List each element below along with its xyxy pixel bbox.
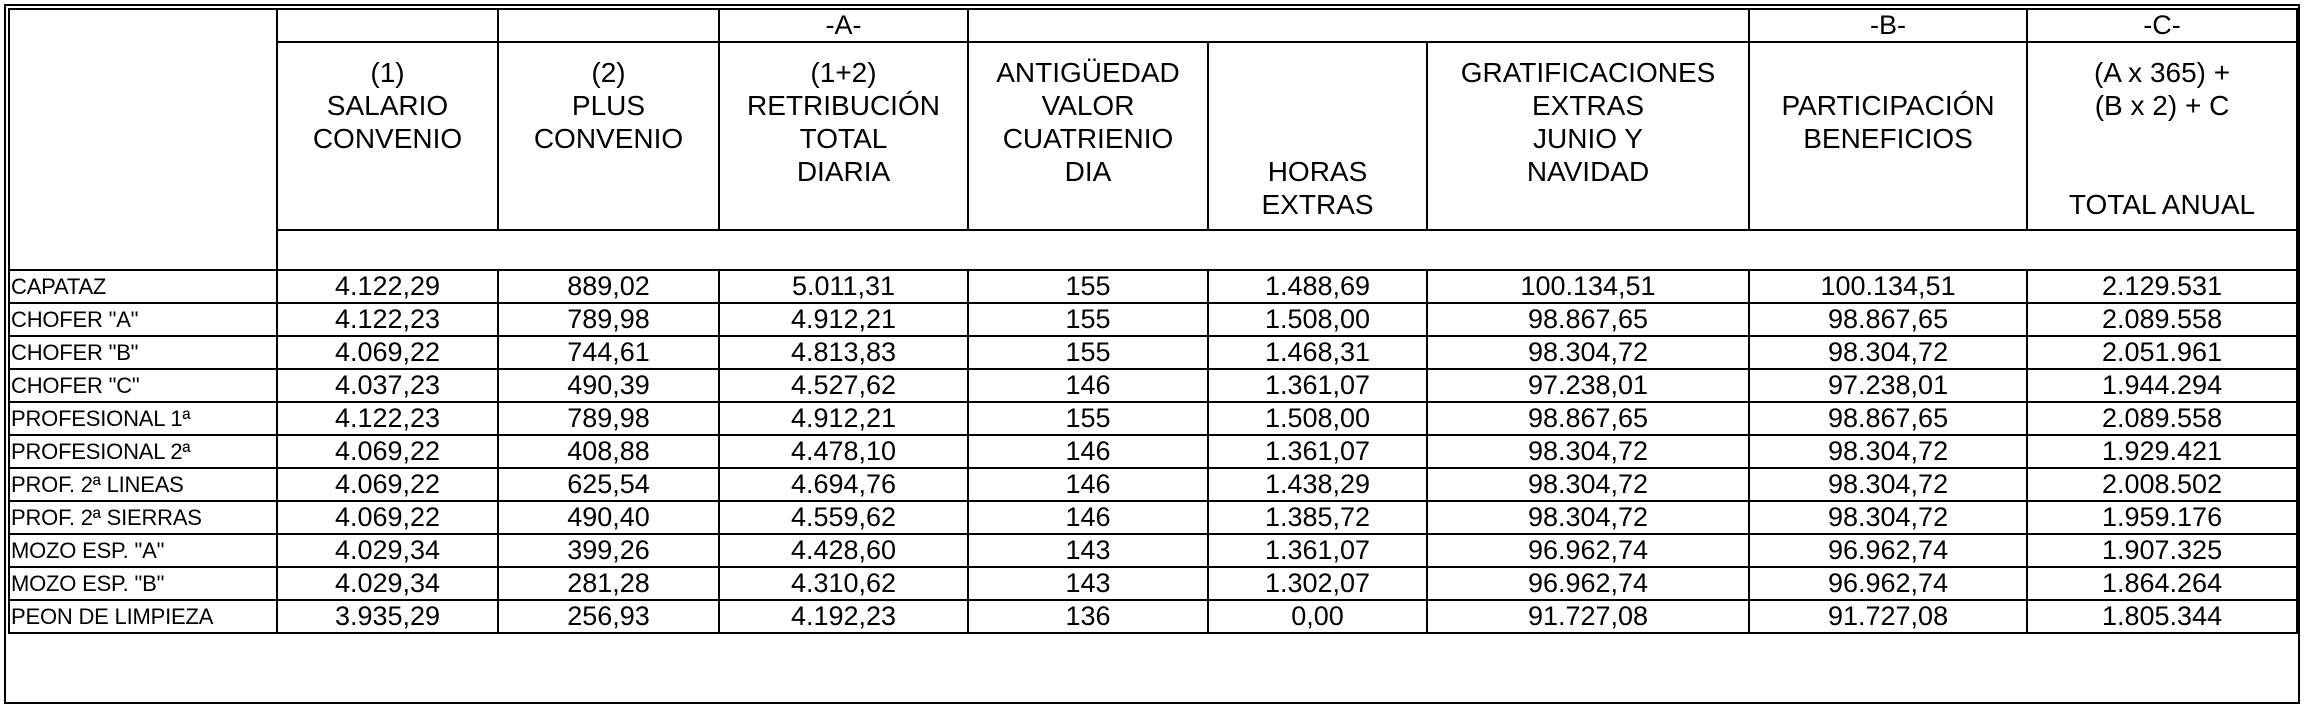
table-cell: 155 [968, 402, 1208, 435]
table-cell: 4.813,83 [719, 336, 968, 369]
column-header-line [2028, 122, 2296, 155]
table-cell: 4.069,22 [277, 336, 498, 369]
column-header-line: NAVIDAD [1526, 155, 1650, 187]
row-label: PROFESIONAL 2ª [9, 435, 277, 468]
table-row [9, 402, 2297, 435]
column-header-line: (A x 365) + [2093, 56, 2231, 88]
table-cell: 1.438,29 [1208, 468, 1427, 501]
column-header-line [1750, 56, 2026, 89]
salary-table-body [9, 9, 2297, 633]
table-cell: 4.527,62 [719, 369, 968, 402]
table-cell: 100.134,51 [1427, 270, 1749, 303]
row-label: PROF. 2ª SIERRAS [9, 501, 277, 534]
column-header-line: EXTRAS [1261, 188, 1374, 220]
row-label: PEON DE LIMPIEZA [9, 600, 277, 633]
column-header-line [499, 188, 718, 221]
table-cell: 1.959.176 [2027, 501, 2297, 534]
column-header-line: GRATIFICACIONES [1460, 56, 1716, 88]
column-header-line: BENEFICIOS [1803, 122, 1973, 154]
table-cell: 4.694,76 [719, 468, 968, 501]
column-header-line: RETRIBUCIÓN [747, 89, 940, 121]
column-letter [498, 9, 719, 42]
table-cell: 98.304,72 [1749, 336, 2027, 369]
table-cell: 5.011,31 [719, 270, 968, 303]
table-cell: 98.867,65 [1749, 303, 2027, 336]
column-header-line [499, 155, 718, 188]
column-letter-row [9, 9, 2297, 42]
table-cell: 4.912,21 [719, 303, 968, 336]
column-header-line: CONVENIO [533, 122, 684, 154]
column-header-line [1209, 89, 1426, 122]
row-label: CAPATAZ [9, 270, 277, 303]
table-cell: 4.029,34 [277, 567, 498, 600]
column-header [968, 42, 1208, 230]
column-header-line: (2) [591, 56, 626, 88]
table-cell: 789,98 [498, 402, 719, 435]
table-cell: 0,00 [1208, 600, 1427, 633]
table-row [9, 600, 2297, 633]
table-cell: 789,98 [498, 303, 719, 336]
table-row [9, 369, 2297, 402]
table-cell: 1.468,31 [1208, 336, 1427, 369]
column-header-line: ANTIGÜEDAD [996, 56, 1180, 88]
table-cell: 4.069,22 [277, 435, 498, 468]
table-cell: 143 [968, 534, 1208, 567]
column-header-line [720, 188, 967, 221]
column-letter-b: -B- [1749, 9, 2027, 42]
table-cell: 146 [968, 501, 1208, 534]
column-header-line: (1+2) [810, 56, 877, 88]
table-cell: 91.727,08 [1427, 600, 1749, 633]
table-cell: 96.962,74 [1749, 567, 2027, 600]
table-cell: 1.361,07 [1208, 435, 1427, 468]
column-header [1749, 42, 2027, 230]
column-header [719, 42, 968, 230]
table-cell: 1.508,00 [1208, 402, 1427, 435]
column-header-row [9, 42, 2297, 230]
column-header-line [1209, 56, 1426, 89]
table-cell: 4.122,23 [277, 303, 498, 336]
table-cell: 3.935,29 [277, 600, 498, 633]
column-header-line [278, 155, 497, 188]
column-header-line [1750, 188, 2026, 221]
row-label: CHOFER "A" [9, 303, 277, 336]
column-header-line: PLUS [571, 89, 646, 121]
table-cell: 2.089.558 [2027, 402, 2297, 435]
table-cell: 4.559,62 [719, 501, 968, 534]
table-cell: 744,61 [498, 336, 719, 369]
row-label: MOZO ESP. "B" [9, 567, 277, 600]
table-row [9, 303, 2297, 336]
column-header-line: (1) [370, 56, 405, 88]
table-cell: 98.304,72 [1427, 336, 1749, 369]
row-label: PROF. 2ª LINEAS [9, 468, 277, 501]
table-cell: 1.361,07 [1208, 534, 1427, 567]
table-cell: 96.962,74 [1427, 534, 1749, 567]
table-cell: 98.304,72 [1749, 501, 2027, 534]
table-cell: 4.310,62 [719, 567, 968, 600]
salary-table [8, 8, 2298, 634]
column-header-line [2028, 155, 2296, 188]
column-header-line: VALOR [1041, 89, 1135, 121]
column-header [1427, 42, 1749, 230]
table-cell: 96.962,74 [1749, 534, 2027, 567]
row-label: MOZO ESP. "A" [9, 534, 277, 567]
column-letter [968, 9, 1749, 42]
column-header-line: DIA [1064, 155, 1112, 187]
table-row [9, 270, 2297, 303]
table-cell: 1.944.294 [2027, 369, 2297, 402]
table-cell: 91.727,08 [1749, 600, 2027, 633]
table-cell: 4.037,23 [277, 369, 498, 402]
column-header-line [1428, 188, 1748, 221]
column-header-line: SALARIO [326, 89, 449, 121]
table-cell: 4.069,22 [277, 468, 498, 501]
table-cell: 1.864.264 [2027, 567, 2297, 600]
column-letter [277, 9, 498, 42]
table-cell: 4.122,29 [277, 270, 498, 303]
table-cell: 4.122,23 [277, 402, 498, 435]
table-cell: 98.304,72 [1427, 435, 1749, 468]
table-cell: 155 [968, 336, 1208, 369]
table-cell: 98.304,72 [1427, 468, 1749, 501]
column-header-line [969, 188, 1207, 221]
table-cell: 1.488,69 [1208, 270, 1427, 303]
column-header-line [278, 188, 497, 221]
table-cell: 155 [968, 303, 1208, 336]
table-cell: 2.089.558 [2027, 303, 2297, 336]
column-header-line: CONVENIO [312, 122, 463, 154]
table-cell: 4.478,10 [719, 435, 968, 468]
table-row [9, 435, 2297, 468]
column-header-line [1209, 122, 1426, 155]
table-row [9, 336, 2297, 369]
table-row [9, 501, 2297, 534]
table-cell: 1.302,07 [1208, 567, 1427, 600]
table-cell: 889,02 [498, 270, 719, 303]
table-cell: 256,93 [498, 600, 719, 633]
column-header-line: TOTAL ANUAL [2068, 188, 2256, 220]
table-cell: 98.304,72 [1749, 435, 2027, 468]
column-header-line: TOTAL [799, 122, 888, 154]
table-cell: 96.962,74 [1427, 567, 1749, 600]
table-cell: 1.361,07 [1208, 369, 1427, 402]
table-cell: 98.867,65 [1749, 402, 2027, 435]
table-cell: 1.907.325 [2027, 534, 2297, 567]
column-header [277, 42, 498, 230]
table-cell: 399,26 [498, 534, 719, 567]
table-row [9, 567, 2297, 600]
column-header-line: (B x 2) + C [2094, 89, 2230, 121]
table-cell: 4.428,60 [719, 534, 968, 567]
column-header-line: HORAS [1267, 155, 1368, 187]
table-cell: 281,28 [498, 567, 719, 600]
column-header-line: DIARIA [796, 155, 891, 187]
table-cell: 143 [968, 567, 1208, 600]
table-row [9, 534, 2297, 567]
table-cell: 98.867,65 [1427, 303, 1749, 336]
salary-table-sheet [4, 4, 2300, 704]
column-header [2027, 42, 2297, 230]
row-label: CHOFER "B" [9, 336, 277, 369]
table-cell: 625,54 [498, 468, 719, 501]
table-cell: 4.192,23 [719, 600, 968, 633]
column-header [1208, 42, 1427, 230]
spacer-cell [277, 230, 2297, 270]
table-cell: 4.029,34 [277, 534, 498, 567]
table-cell: 155 [968, 270, 1208, 303]
table-cell: 490,39 [498, 369, 719, 402]
table-cell: 2.051.961 [2027, 336, 2297, 369]
column-header-line: CUATRIENIO [1002, 122, 1174, 154]
table-cell: 2.129.531 [2027, 270, 2297, 303]
corner-cell [9, 9, 277, 270]
table-cell: 4.912,21 [719, 402, 968, 435]
table-cell: 100.134,51 [1749, 270, 2027, 303]
table-cell: 97.238,01 [1427, 369, 1749, 402]
table-cell: 98.304,72 [1749, 468, 2027, 501]
column-letter-a: -A- [719, 9, 968, 42]
table-cell: 146 [968, 369, 1208, 402]
table-row [9, 468, 2297, 501]
column-header [498, 42, 719, 230]
table-cell: 2.008.502 [2027, 468, 2297, 501]
table-cell: 97.238,01 [1749, 369, 2027, 402]
table-cell: 1.929.421 [2027, 435, 2297, 468]
column-header-line [1750, 155, 2026, 188]
table-cell: 146 [968, 468, 1208, 501]
column-letter-c: -C- [2027, 9, 2297, 42]
table-cell: 98.867,65 [1427, 402, 1749, 435]
row-label: PROFESIONAL 1ª [9, 402, 277, 435]
table-cell: 1.508,00 [1208, 303, 1427, 336]
row-label: CHOFER "C" [9, 369, 277, 402]
table-cell: 146 [968, 435, 1208, 468]
column-header-line: JUNIO Y [1533, 122, 1643, 154]
column-header-line: EXTRAS [1532, 89, 1645, 121]
table-cell: 1.805.344 [2027, 600, 2297, 633]
header-spacer-row [9, 230, 2297, 270]
table-cell: 490,40 [498, 501, 719, 534]
table-cell: 136 [968, 600, 1208, 633]
table-cell: 98.304,72 [1427, 501, 1749, 534]
table-cell: 1.385,72 [1208, 501, 1427, 534]
table-cell: 4.069,22 [277, 501, 498, 534]
column-header-line: PARTICIPACIÓN [1781, 89, 1995, 121]
table-cell: 408,88 [498, 435, 719, 468]
